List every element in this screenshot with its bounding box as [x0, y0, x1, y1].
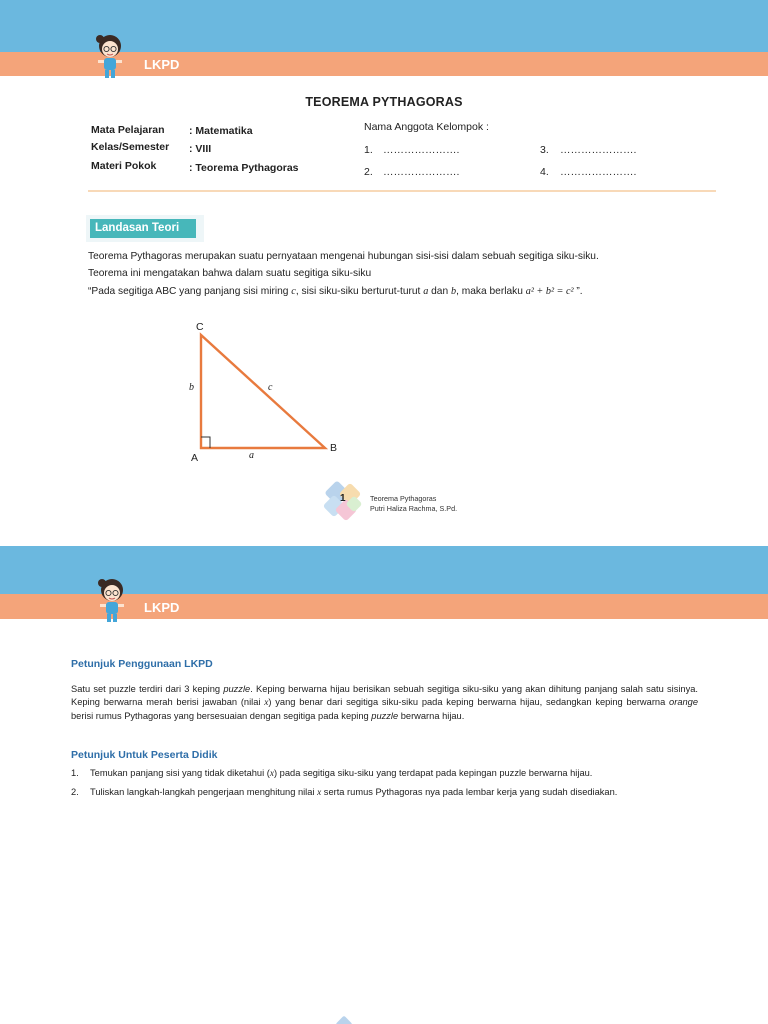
- field-value-topic: : Teorema Pythagoras: [189, 162, 299, 174]
- instruction-number: 1.: [71, 768, 79, 778]
- section-label: Landasan Teori: [90, 219, 196, 238]
- member-2-blank: ………………….: [383, 166, 460, 178]
- member-2-number: 2.: [364, 166, 373, 178]
- girl-mascot-icon: [92, 32, 128, 80]
- right-angle-marker: [201, 437, 210, 448]
- instruction-item: [71, 768, 593, 779]
- vertex-a-label: A: [191, 452, 199, 464]
- field-label-class: Kelas/Semester: [91, 141, 170, 153]
- theory-text-end: ”.: [573, 286, 583, 297]
- usage-text-5: berwarna hijau.: [398, 711, 465, 721]
- instruction-text-b: ) pada segitiga siku-siku yang terdapat pada kepingan puzzle berwarna hijau.: [274, 768, 593, 778]
- page2-header-label: LKPD: [144, 600, 180, 615]
- page2-girl-mascot-icon: [94, 576, 130, 624]
- usage-heading: Petunjuk Penggunaan LKPD: [71, 658, 213, 670]
- field-label-subject: Mata Pelajaran: [91, 124, 165, 136]
- header-divider: [88, 190, 716, 192]
- theory-line-1: Teorema Pythagoras merupakan suatu pernyataan mengenai hubungan sisi-sisi dalam sebuah segitiga siku-siku.: [88, 251, 599, 262]
- var-b: b: [450, 286, 457, 297]
- page-number: 1: [340, 493, 346, 504]
- page-title: TEOREMA PYTHAGORAS: [305, 95, 463, 109]
- field-label-topic: Materi Pokok: [91, 160, 157, 172]
- member-3-blank: ………………….: [560, 144, 637, 156]
- usage-text-2: . Keping berwarna hijau berisikan sebuah segitiga siku-siku yang akan dihitung panjang salah satu sisinya. Keping berwarna merah berisi jawaban (nilai: [71, 684, 698, 707]
- var-a: a: [423, 286, 429, 297]
- field-value-subject: : Matematika: [189, 125, 253, 137]
- instruction-var-x: x: [269, 769, 274, 779]
- theory-text-c: dan: [428, 286, 451, 297]
- member-4-number: 4.: [540, 166, 549, 178]
- usage-text-3: ) yang benar dari segitiga siku-siku pada keping berwarna hijau, sedangkan keping berwarna: [268, 697, 670, 707]
- vertex-c-label: C: [196, 321, 204, 333]
- theory-text-a: “Pada segitiga ABC yang panjang sisi miring: [88, 286, 292, 297]
- member-4-blank: ………………….: [560, 166, 637, 178]
- side-a-label: a: [249, 450, 254, 461]
- usage-text-4: berisi rumus Pythagoras yang bersesuaian dengan segitiga pada keping: [71, 711, 372, 721]
- instruction-number: 2.: [71, 787, 79, 797]
- instruction-text-a: Tuliskan langkah-langkah pengerjaan menghitung nilai: [90, 787, 318, 797]
- student-instructions-heading: Petunjuk Untuk Peserta Didik: [71, 749, 218, 761]
- var-c: c: [291, 286, 296, 297]
- theory-line-3: [88, 286, 583, 297]
- pythagoras-formula: a² + b² = c²: [525, 286, 574, 297]
- side-b-label: b: [189, 382, 194, 393]
- member-3-number: 3.: [540, 144, 549, 156]
- usage-var-x: x: [264, 698, 269, 708]
- usage-italic-puzzle-1: puzzle: [223, 684, 251, 694]
- instruction-text: [90, 787, 617, 798]
- triangle-shape: [201, 335, 325, 448]
- usage-italic-puzzle-2: puzzle: [371, 711, 399, 721]
- usage-italic-orange: orange: [669, 697, 698, 707]
- page2-puzzle-logo-icon: [330, 1016, 360, 1024]
- side-c-label: c: [268, 382, 273, 393]
- instruction-text-b: serta rumus Pythagoras nya pada lembar kerja yang sudah disediakan.: [321, 787, 618, 797]
- usage-paragraph: [71, 683, 698, 723]
- header-label: LKPD: [144, 57, 180, 72]
- member-1-blank: ………………….: [383, 144, 460, 156]
- member-1-number: 1.: [364, 144, 373, 156]
- theory-text-d: , maka berlaku: [456, 286, 526, 297]
- vertex-b-label: B: [330, 442, 338, 454]
- right-triangle-diagram: [180, 315, 350, 465]
- instruction-text-a: Temukan panjang sisi yang tidak diketahui (: [90, 768, 270, 778]
- field-value-class: : VIII: [189, 143, 212, 155]
- footer-line-2: Putri Haliza Rachma, S.Pd.: [370, 504, 458, 513]
- group-heading: Nama Anggota Kelompok :: [364, 121, 489, 133]
- instruction-text: [90, 768, 592, 779]
- usage-text-1: Satu set puzzle terdiri dari 3 keping: [71, 684, 224, 694]
- theory-line-2: Teorema ini mengatakan bahwa dalam suatu segitiga siku-siku: [88, 268, 372, 279]
- instruction-var-x: x: [317, 788, 322, 798]
- theory-text-b: , sisi siku-siku berturut-turut: [295, 286, 424, 297]
- section-label-box: [86, 215, 204, 242]
- footer-line-1: Teorema Pythagoras: [370, 494, 437, 503]
- instruction-item: [71, 787, 618, 798]
